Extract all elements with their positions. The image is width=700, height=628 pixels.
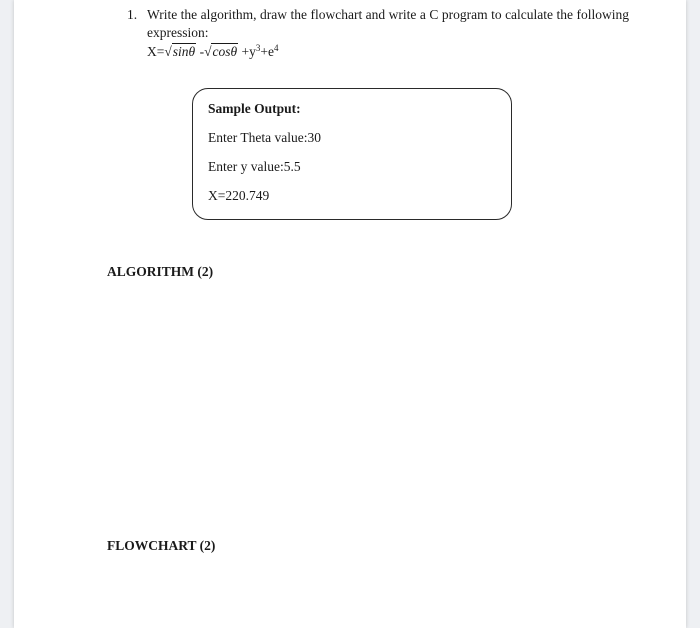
sqrt-sin: √sinθ: [164, 44, 196, 59]
question-1: [127, 6, 629, 42]
expr-op1: -: [199, 44, 205, 59]
math-expression: [147, 43, 278, 60]
sqrt-cos: √cosθ: [204, 44, 238, 59]
sample-output-line: Enter y value:5.5: [208, 159, 301, 174]
expr-term3: $+y^3$: [241, 43, 261, 59]
question-number: 1.: [127, 7, 138, 22]
document-page: [14, 0, 686, 628]
expr-term2: cosθ: [212, 44, 238, 59]
expr-term4: $+e^4$: [260, 43, 279, 59]
flowchart-heading: FLOWCHART (2): [107, 538, 216, 553]
sample-output-title: Sample Output:: [208, 101, 301, 116]
expr-term1: sinθ: [172, 44, 196, 59]
question-text: Write the algorithm, draw the flowchart and write a C program to calculate the following expression:: [147, 7, 629, 40]
sample-output-line: X=220.749: [208, 188, 270, 203]
sample-output-line: Enter Theta value:30: [208, 130, 321, 145]
expr-lhs: X=: [147, 44, 165, 59]
algorithm-heading: ALGORITHM (2): [107, 264, 214, 279]
sample-output-box: [192, 88, 512, 220]
